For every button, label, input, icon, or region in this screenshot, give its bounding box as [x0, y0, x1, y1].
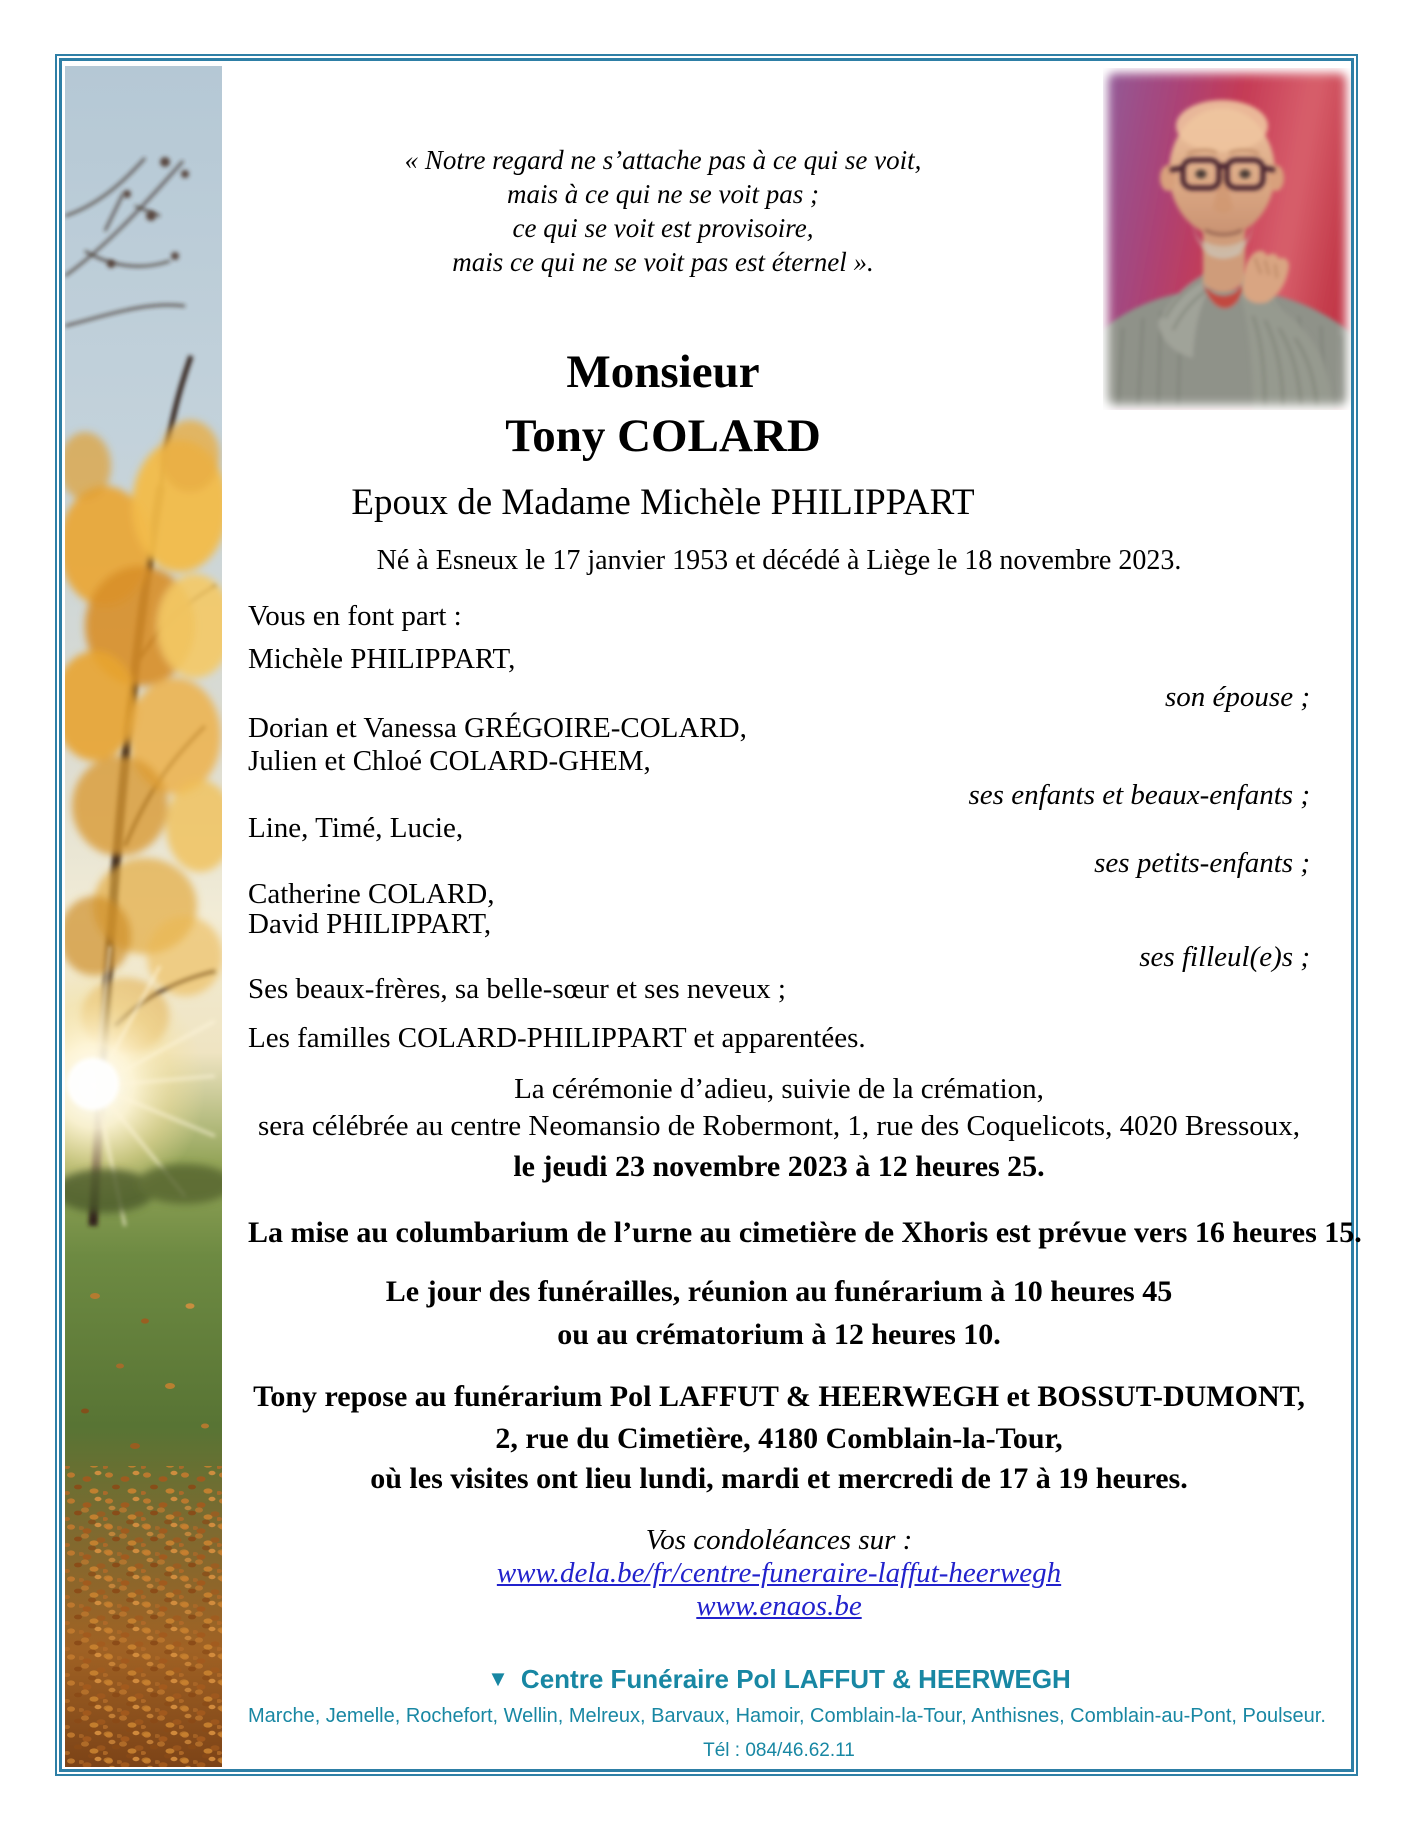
deceased-spouse-line: Epoux de Madame Michèle PHILIPPART [351, 482, 975, 523]
family-name: Line, Timé, Lucie, [248, 812, 464, 844]
condolences-label: Vos condoléances sur : [645, 1524, 913, 1556]
family-role: ses petits-enfants ; [1094, 847, 1310, 879]
quote-line: mais ce qui ne se voit pas est éternel ». [452, 247, 874, 277]
deceased-name: Tony COLARD [505, 410, 821, 462]
family-name: Dorian et Vanessa GRÉGOIRE-COLARD, [248, 712, 747, 744]
announcement-body [248, 0, 1362, 1833]
funeral-home-title [248, 1664, 1310, 1695]
family-role: ses filleul(e)s ; [1139, 941, 1310, 973]
funeral-home-locations: Marche, Jemelle, Rochefort, Wellin, Melreux, Barvaux, Hamoir, Comblain-la-Tour, Anthisnes, Comblain-au-Pont, Poulseur. [248, 1705, 1326, 1727]
repose-line: Tony repose au funérarium Pol LAFFUT & HEERWEGH et BOSSUT-DUMONT, [253, 1380, 1305, 1413]
ceremony-date-line: le jeudi 23 novembre 2023 à 12 heures 25. [513, 1150, 1045, 1183]
funeral-day-line: ou au crématorium à 12 heures 10. [557, 1318, 1001, 1351]
family-role: ses enfants et beaux-enfants ; [968, 779, 1310, 811]
condolences-link-enaos[interactable]: www.enaos.be [696, 1590, 862, 1622]
funeral-day-line: Le jour des funérailles, réunion au funérarium à 10 heures 45 [385, 1275, 1173, 1308]
funeral-home-phone: Tél : 084/46.62.11 [703, 1740, 855, 1761]
quote-line: ce qui se voit est provisoire, [512, 213, 814, 243]
condolences-link-wrap [248, 1557, 1310, 1590]
family-name: Les familles COLARD-PHILIPPART et apparentées. [248, 1022, 866, 1054]
funeral-home-name: Centre Funéraire Pol LAFFUT & HEERWEGH [520, 1664, 1071, 1694]
quote-line: mais à ce qui ne se voit pas ; [507, 179, 819, 209]
family-name: Julien et Chloé COLARD-GHEM, [248, 745, 651, 777]
opening-quote [248, 143, 1078, 279]
family-name: Michèle PHILIPPART, [248, 643, 516, 675]
columbarium-line: La mise au columbarium de l’urne au cimetière de Xhoris est prévue vers 16 heures 15. [248, 1216, 1362, 1249]
notice-intro: Vous en font part : [248, 600, 462, 632]
repose-line: où les visites ont lieu lundi, mardi et mercredi de 17 à 19 heures. [370, 1462, 1188, 1495]
deceased-title: Monsieur [566, 346, 760, 398]
quote-line: « Notre regard ne s’attache pas à ce qui se voit, [404, 145, 922, 175]
condolences-link-wrap [248, 1590, 1310, 1623]
autumn-trees-photo [65, 66, 222, 1767]
ceremony-line: La cérémonie d’adieu, suivie de la crémation, [514, 1073, 1044, 1105]
triangle-down-icon: ▼ [487, 1666, 509, 1691]
family-role: son épouse ; [1165, 681, 1310, 713]
family-name: David PHILIPPART, [248, 908, 492, 940]
family-name: Ses beaux-frères, sa belle-sœur et ses neveux ; [248, 973, 786, 1005]
ceremony-line: sera célébrée au centre Neomansio de Robermont, 1, rue des Coquelicots, 4020 Bressoux, [257, 1110, 1301, 1142]
repose-line: 2, rue du Cimetière, 4180 Comblain-la-Tour, [495, 1422, 1063, 1455]
family-name: Catherine COLARD, [248, 878, 495, 910]
condolences-link-dela[interactable]: www.dela.be/fr/centre-funeraire-laffut-heerwegh [496, 1557, 1062, 1589]
birth-death-line: Né à Esneux le 17 janvier 1953 et décédé à Liège le 18 novembre 2023. [376, 545, 1182, 576]
